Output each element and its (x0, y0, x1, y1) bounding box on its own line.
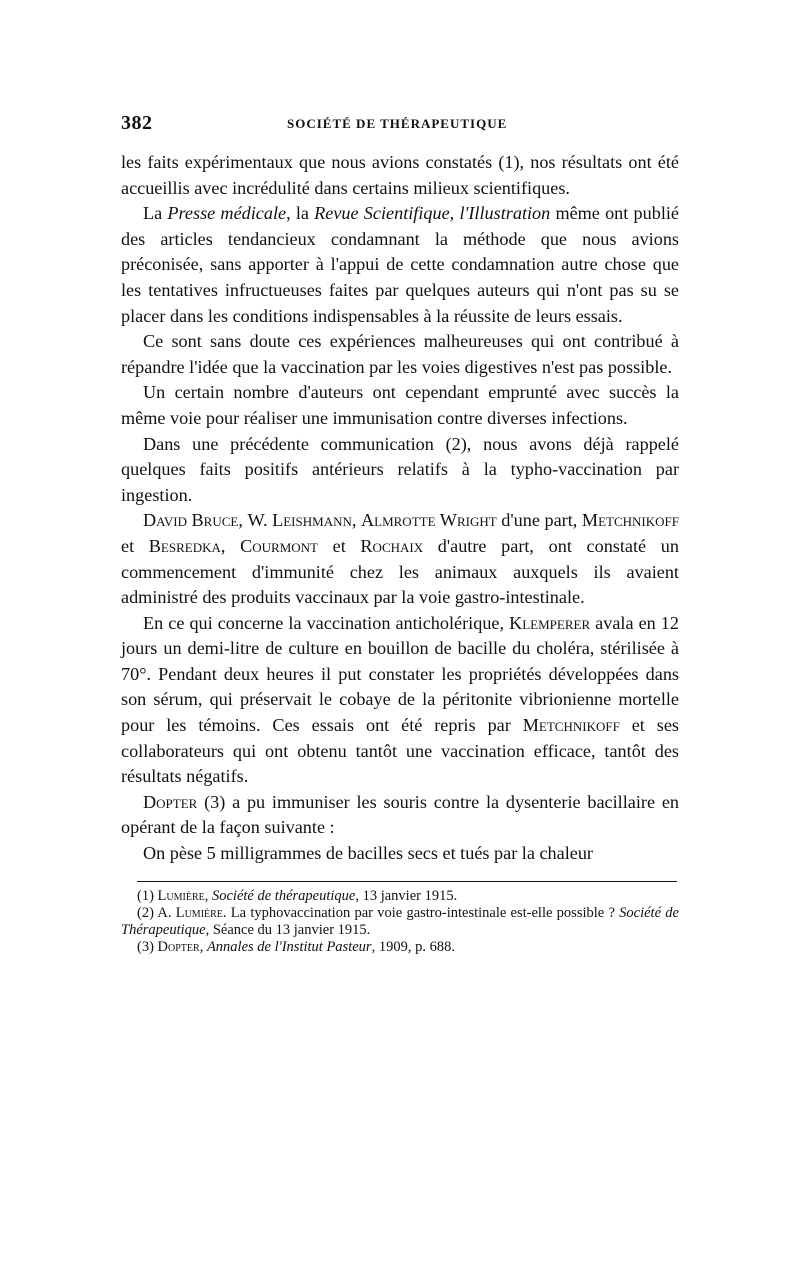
paragraph-6-text-b: , (351, 510, 361, 531)
footnote-1-title: Société de thérapeutique (211, 887, 356, 904)
paragraph-7-text-c: et ses collaborateurs qui ont obtenu tantôt une vaccination efficace, tantôt des résultats négatifs. (121, 715, 680, 787)
footnote-1-author: Lumière (157, 887, 205, 904)
paragraph-6-text-e: , (220, 535, 241, 556)
footnote-2-author: Lumière (175, 904, 223, 921)
paragraph-2-text-c: , (449, 203, 460, 224)
footnote-1 (121, 888, 679, 905)
paragraph-2 (121, 201, 679, 329)
paragraph-2-text-d: même ont publié des articles tendancieux condamnant la méthode que nous avions préconisée, sans apporter à l'appui de cette condamnation autre chose que les tentatives infructueuses faites par quelques auteurs qui n'ont pas su se placer dans les conditions indispensables à la réussite de leurs essais. (121, 203, 680, 326)
author-rochaix: Rochaix (360, 535, 424, 556)
paragraph-7-text-a: En ce qui concerne la vaccination anticholérique, (143, 612, 510, 633)
footnote-3-sep: , (199, 938, 207, 955)
paragraph-6-text-c: d'une part, (496, 510, 582, 531)
footnote-1-sep: , (204, 887, 212, 904)
author-courmont: Courmont (240, 535, 318, 556)
paragraph-6-text-g: d'autre part, ont constaté un commencement d'immunité chez les animaux auxquels ils avaient administré des produits vaccinaux par la voie gastro-intestinale. (121, 535, 679, 608)
paragraph-2-text-a: La (143, 203, 168, 224)
page-header (121, 112, 679, 142)
author-besredka: Besredka (148, 535, 221, 556)
paragraph-6-text-d: et (121, 535, 149, 556)
journal-illustration: l'Illustration (459, 203, 551, 224)
footnote-3-rest: , 1909, p. 688. (371, 938, 455, 955)
footnote-3-author: Dopter (157, 938, 200, 955)
paragraph-6-text-f: et (317, 535, 361, 556)
footnote-1-rest: , 13 janvier 1915. (355, 887, 458, 904)
paragraph-6-text-a: , (238, 510, 248, 531)
footnote-1-number: (1) (137, 887, 158, 904)
paragraph-9: On pèse 5 milligrammes de bacilles secs et tués par la chaleur (143, 843, 593, 864)
footnote-2-text: . La typhovaccination par voie gastro-intestinale est-elle possible ? (222, 904, 620, 921)
author-dopter: Dopter (143, 791, 198, 812)
paragraph-8-text-a: (3) a pu immuniser les souris contre la dysenterie bacillaire en opérant de la façon suivante : (121, 791, 679, 838)
footnote-2-number: (2) A. (137, 904, 176, 921)
footnote-2-rest: , Séance du 13 janvier 1915. (205, 921, 371, 938)
author-metchnikoff: Metchnikoff (581, 510, 679, 531)
footnote-2-title: Société de Thérapeutique (121, 904, 679, 938)
paragraph-7-text-b: avala en 12 jours un demi-litre de culture en bouillon de bacille du choléra, stérilisée à 70°. Pendant deux heures il put constater les propriétés développées dans son sérum, qui préservait le cobaye de la péritonite vibrionienne mortelle pour les témoins. Ces essais ont été repris par (121, 612, 679, 736)
paragraph-8 (121, 790, 679, 841)
footnote-rule (137, 881, 677, 882)
paragraph-5: Dans une précédente communication (2), nous avons déjà rappelé quelques faits positifs antérieurs relatifs à la typho-vaccination par ingestion. (121, 433, 679, 505)
book-page (121, 112, 679, 956)
author-metchnikoff-2: Metchnikoff (522, 715, 620, 736)
author-bruce: David Bruce (143, 510, 239, 531)
footnotes (121, 888, 679, 956)
journal-revue-scientifique: Revue Scientifique (314, 203, 450, 224)
footnote-3-number: (3) (137, 938, 158, 955)
paragraph-2-text-b: , la (286, 203, 315, 224)
paragraph-3: Ce sont sans doute ces expériences malheureuses qui ont contribué à répandre l'idée que la vaccination par les voies digestives n'est pas possible. (121, 331, 679, 377)
footnote-2 (121, 905, 679, 939)
journal-presse-medicale: Presse médicale (167, 203, 287, 224)
page-number: 382 (121, 112, 153, 134)
author-leishmann: W. Leishmann (247, 510, 352, 531)
footnote-3-title: Annales de l'Institut Pasteur (206, 938, 372, 955)
paragraph-7 (121, 611, 679, 790)
author-klemperer: Klemperer (509, 612, 591, 633)
paragraph-4: Un certain nombre d'auteurs ont cependant emprunté avec succès la même voie pour réaliser une immunisation contre diverses infections. (121, 382, 679, 428)
paragraph-6 (121, 508, 679, 610)
footnote-3 (121, 939, 679, 956)
author-wright: Almrotte Wright (361, 510, 497, 531)
running-head: SOCIÉTÉ DE THÉRAPEUTIQUE (287, 116, 508, 131)
paragraph-1: les faits expérimentaux que nous avions constatés (1), nos résultats ont été accueillis avec incrédulité dans certains milieux scientifiques. (121, 152, 679, 198)
body-text (121, 150, 679, 867)
